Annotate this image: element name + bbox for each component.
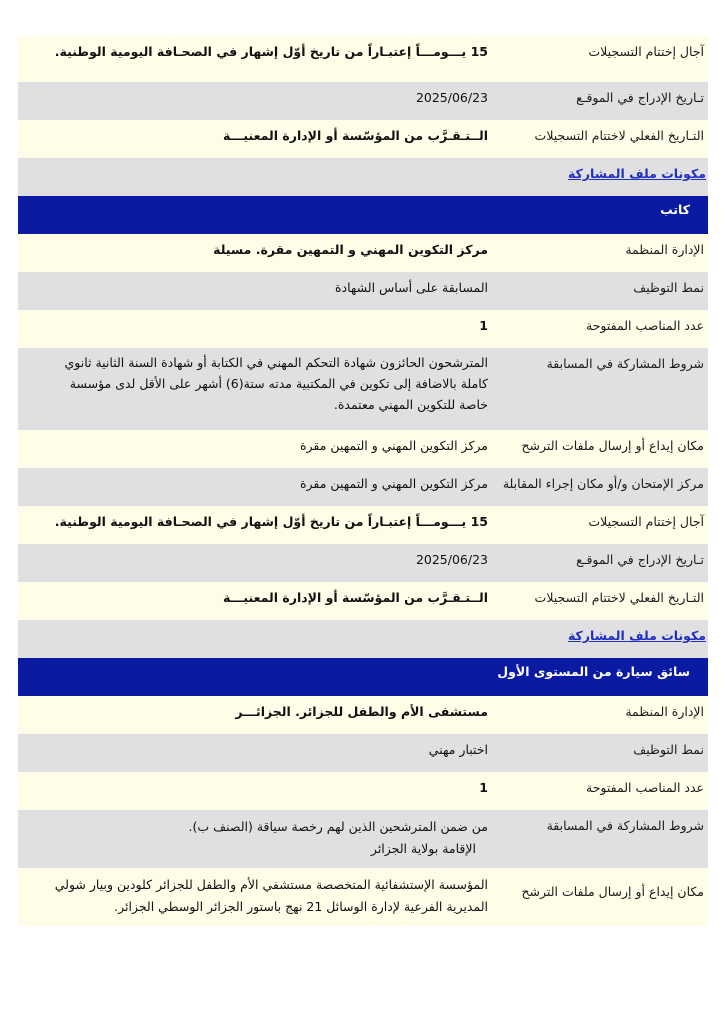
info-row-conditions [18,348,708,430]
field-value: الــتـقـرَّب من المؤسّسة أو الإدارة المعنيـــة [223,590,488,605]
info-row-posting-date [18,82,708,120]
field-label: شروط المشاركة في المسابقة [546,356,704,371]
field-label: شروط المشاركة في المسابقة [546,818,704,833]
field-label: تـاريخ الإدراج في الموقـع [576,90,704,105]
conditions-line: الإقامة بولاية الجزائر [370,841,476,856]
info-row-submission-place [18,868,708,926]
submission-line: المؤسسة الإستشفائية المتخصصة مستشفي الأم والطفل للجزائر كلودين وبيار شولي [54,877,488,892]
field-label: عدد المناصب المفتوحة [586,318,704,333]
conditions-line: المترشحون الحائزون شهادة التحكم المهني في الكتابة أو شهادة السنة الثانية ثانوي [64,355,488,370]
job-listing-sheet [18,36,708,926]
section-header-row [18,620,708,658]
field-label: آجال إختتام التسجيلات [588,514,704,529]
field-value: 15 يـــومـــاً إعتبـاراً من تاريخ أوّل إشهار في الصحـافة اليومية الوطنية. [54,44,488,59]
post-title-banner: سائق سيارة من المستوى الأول [18,658,708,696]
info-row-exam-center [18,468,708,506]
info-row-registration-deadline [18,36,708,82]
post-title-banner: كاتب [18,196,708,234]
field-value: الــتـقـرَّب من المؤسّسة أو الإدارة المعنيـــة [223,128,488,143]
info-row-open-positions [18,310,708,348]
field-value: 2025/06/23 [415,552,488,567]
field-value: مركز التكوين المهني و التمهين مقرة [299,476,488,491]
field-value: المسابقة على أساس الشهادة [334,280,488,295]
field-label: مكان إيداع أو إرسال ملفات الترشح [521,438,704,453]
field-label: الإدارة المنظمة [625,704,704,719]
field-label: عدد المناصب المفتوحة [586,780,704,795]
field-value: 1 [479,780,488,795]
info-row-hiring-mode [18,272,708,310]
section-header-row [18,158,708,196]
info-row-hiring-mode [18,734,708,772]
field-label: تـاريخ الإدراج في الموقـع [576,552,704,567]
participation-file-link[interactable]: مكونات ملف المشاركة [567,166,706,181]
participation-file-link[interactable]: مكونات ملف المشاركة [567,628,706,643]
field-value [18,810,490,868]
field-value: اختبار مهني [428,742,488,757]
field-label: مكان إيداع أو إرسال ملفات الترشح [521,884,704,899]
info-row-open-positions [18,772,708,810]
field-label: مركز الإمتحان و/أو مكان إجراء المقابلة [502,476,704,491]
info-row-submission-place [18,430,708,468]
field-label: آجال إختتام التسجيلات [588,44,704,59]
conditions-line: خاصة للتكوين المهني معتمدة. [333,397,488,412]
info-row-organizer [18,234,708,272]
info-row-actual-closing [18,582,708,620]
field-label: الإدارة المنظمة [625,242,704,257]
field-value: 15 يـــومـــاً إعتبـاراً من تاريخ أوّل إشهار في الصحـافة اليومية الوطنية. [54,514,488,529]
info-row-registration-deadline [18,506,708,544]
field-value: مركز التكوين المهني و التمهين مقرة [299,438,488,453]
field-label: نمط التوظيف [633,742,704,757]
submission-line: المديرية الفرعية لإدارة الوسائل 21 نهج باستور الجزائر الوسطي الجزائر. [114,899,488,914]
field-label: التـاريخ الفعلي لاختتام التسجيلات [534,128,704,143]
field-value: 1 [479,318,488,333]
field-value [18,868,490,926]
field-value: مركز التكوين المهني و التمهين مقرة. مسيلة [213,242,488,257]
conditions-line: من ضمن المترشحين الذين لهم رخصة سياقة (الصنف ب). [188,819,488,834]
field-label: التـاريخ الفعلي لاختتام التسجيلات [534,590,704,605]
field-value: مستشفى الأم والطفل للجزائر. الجزائـــر [235,704,488,719]
info-row-posting-date [18,544,708,582]
info-row-conditions [18,810,708,868]
conditions-line: كاملة بالاضافة إلى تكوين في المكتبية مدته ستة(6) أشهر على الأقل لدى مؤسسة [69,376,488,391]
info-row-actual-closing [18,120,708,158]
info-row-organizer [18,696,708,734]
field-value: 2025/06/23 [415,90,488,105]
field-label: نمط التوظيف [633,280,704,295]
field-value [18,348,490,430]
